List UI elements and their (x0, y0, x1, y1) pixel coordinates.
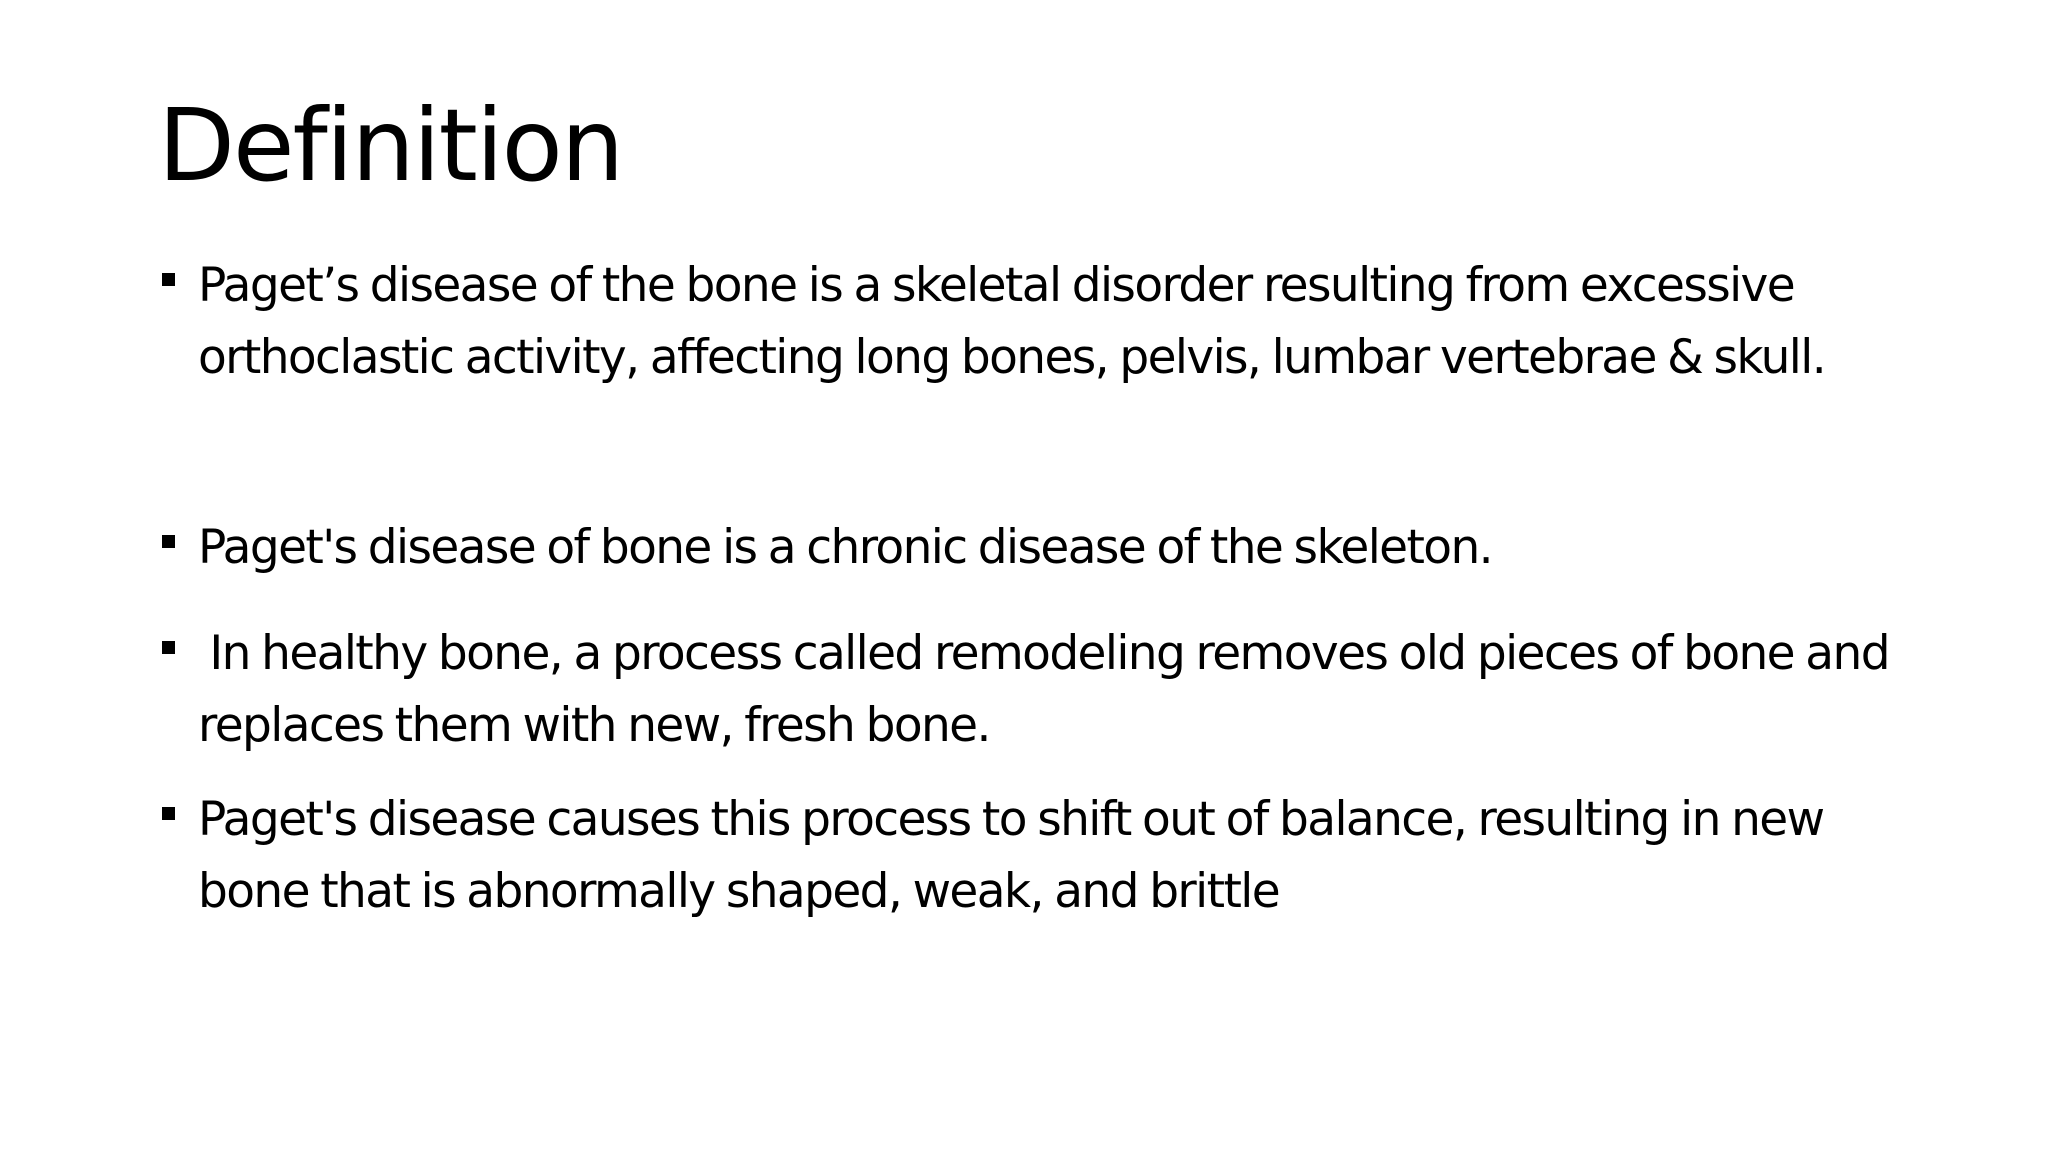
square-bullet-icon (162, 784, 198, 856)
bullet-item (162, 250, 1922, 394)
square-bullet-icon (162, 250, 198, 322)
square-bullet-icon (162, 512, 198, 584)
bullet-item (162, 784, 1922, 928)
bullet-text: In healthy bone, a process called remodeling removes old pieces of bone and replaces them with new, fresh bone. (198, 626, 1901, 753)
bullet-text: Paget’s disease of the bone is a skeletal disorder resulting from excessive orthoclastic activity, affecting long bones, pelvis, lumbar vertebrae & skull. (198, 258, 1826, 385)
bullet-text: Paget's disease of bone is a chronic disease of the skeleton. (198, 520, 1492, 575)
slide-title: Definition (158, 87, 623, 204)
square-bullet-icon (162, 618, 198, 690)
bullet-text: Paget's disease causes this process to shift out of balance, resulting in new bone that is abnormally shaped, weak, and brittle (198, 792, 1835, 919)
bullet-item (162, 512, 1922, 584)
bullet-item (162, 618, 1922, 762)
